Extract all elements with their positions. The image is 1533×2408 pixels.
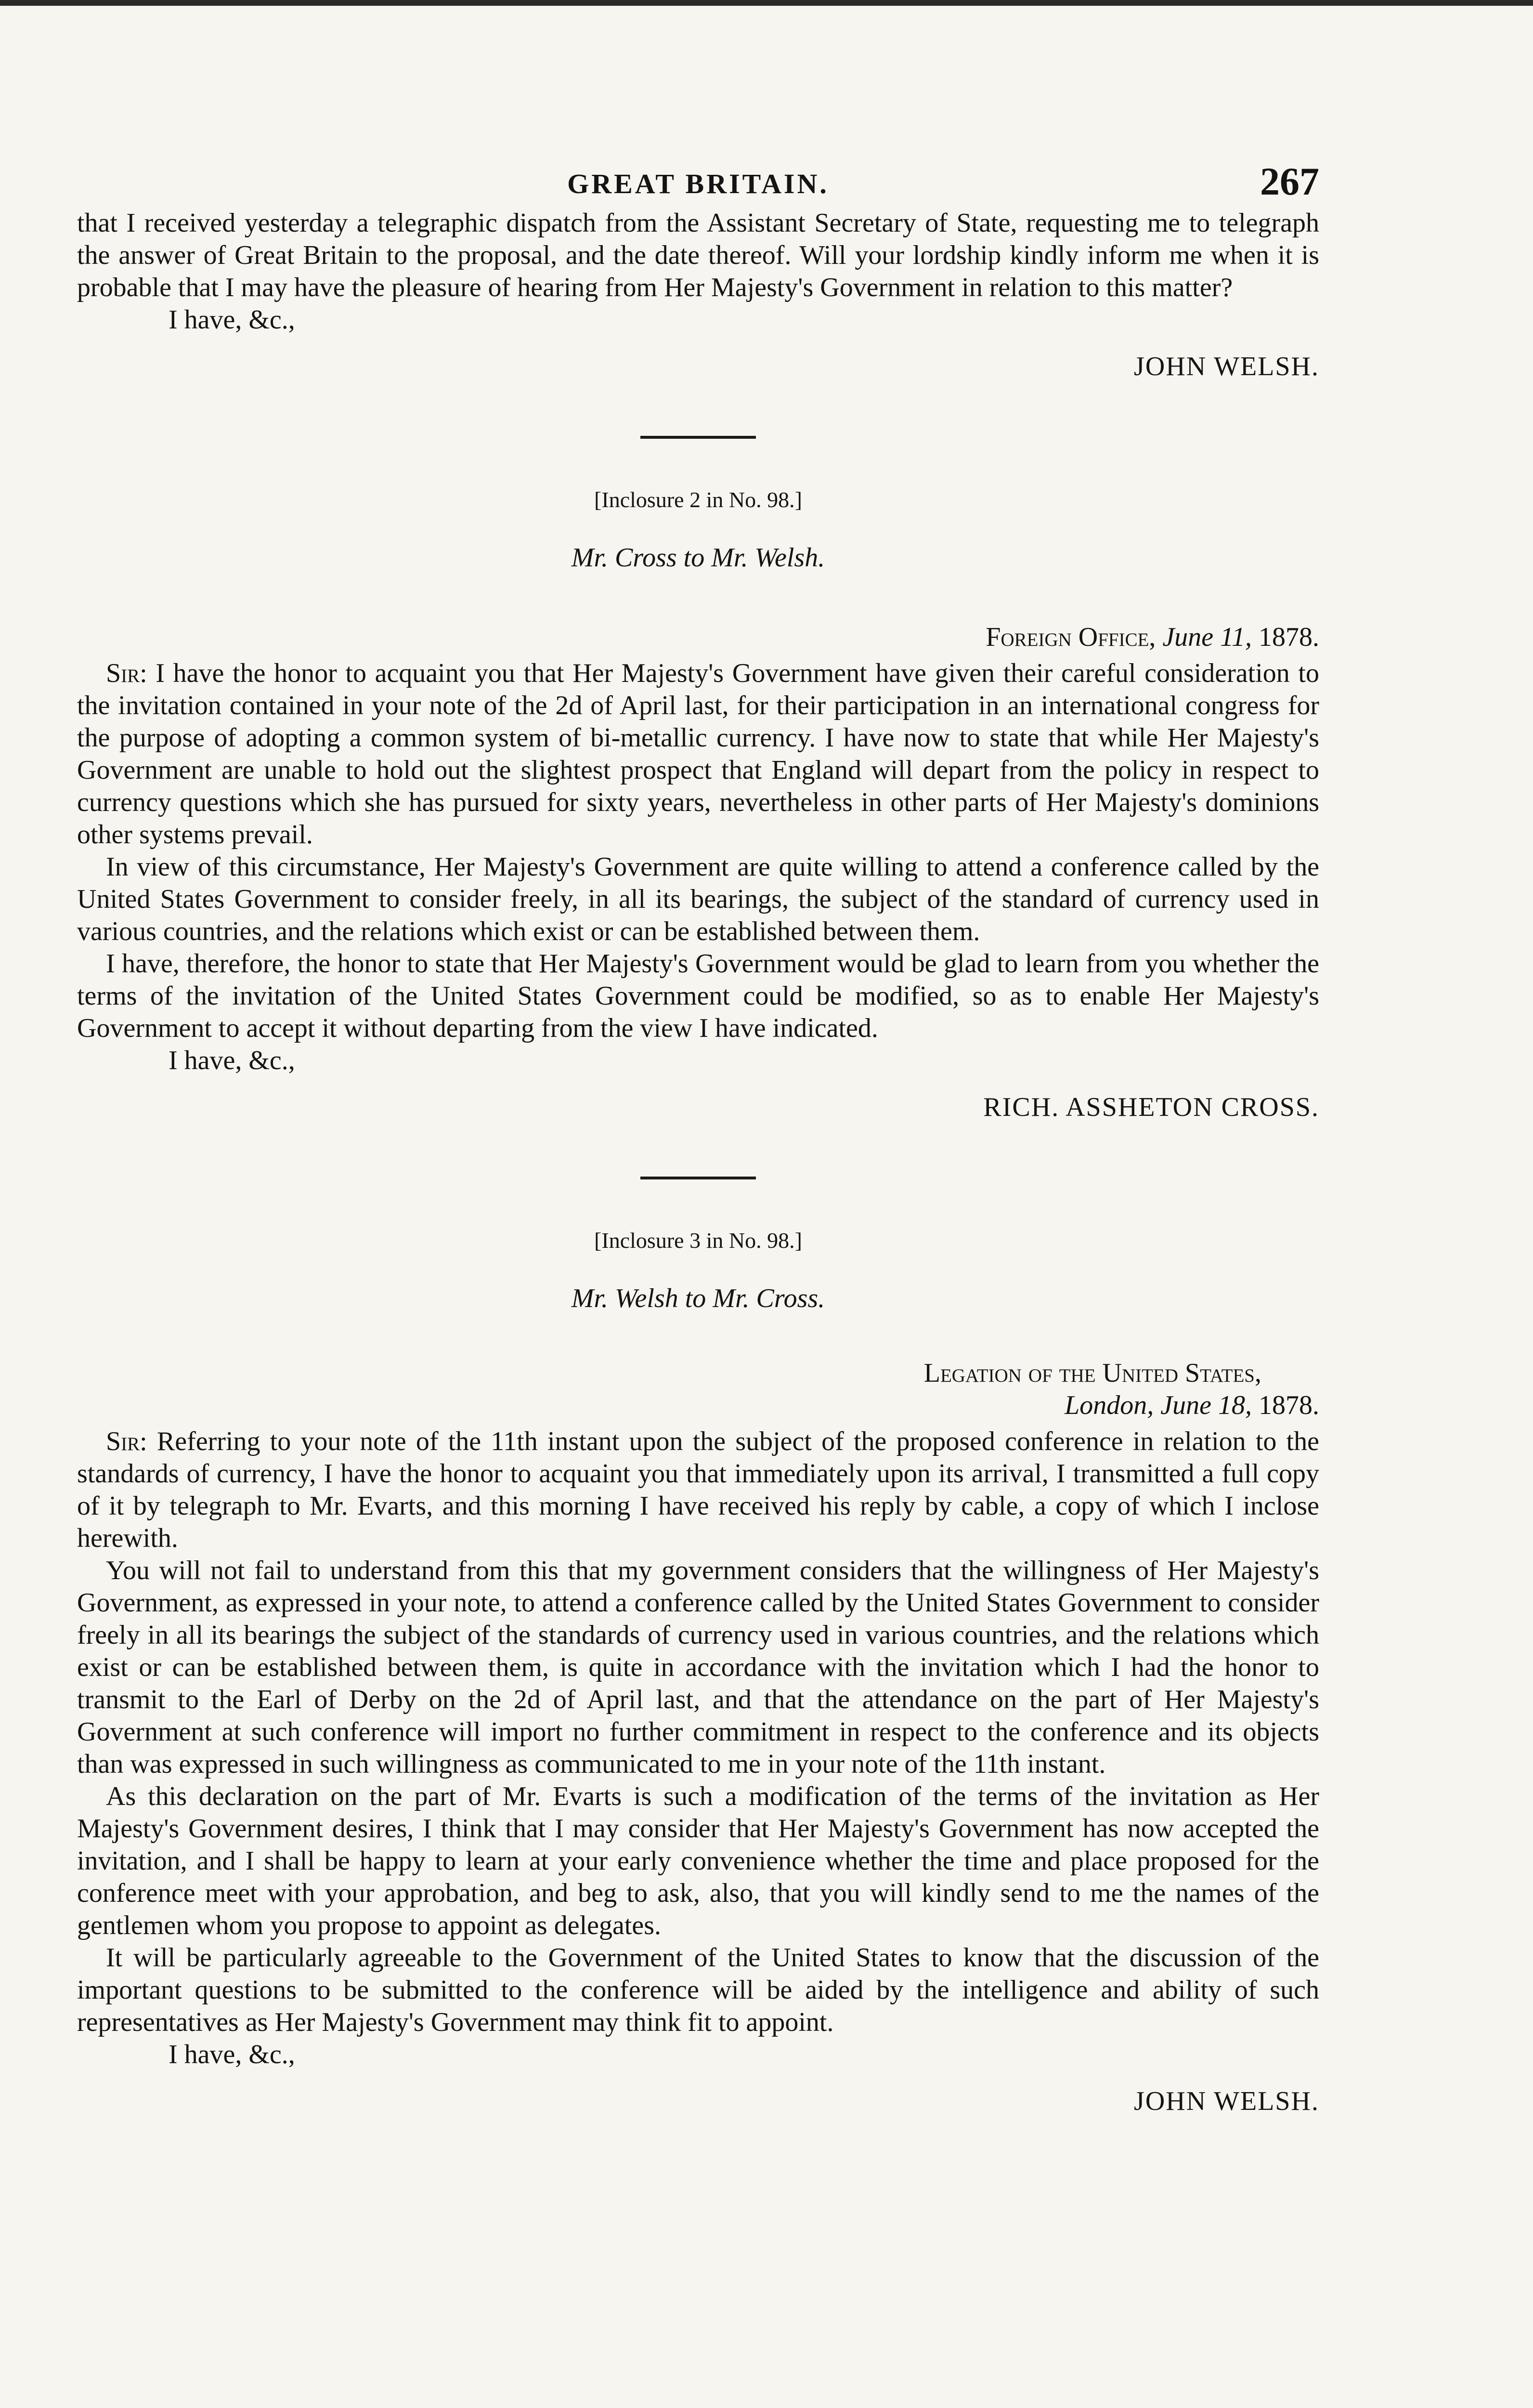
signature: JOHN WELSH. (1134, 2086, 1319, 2116)
letter-continuation (77, 207, 1319, 383)
dateline (77, 1357, 1319, 1422)
salutation: Sir: (106, 1426, 147, 1456)
letter-heading: Mr. Welsh to Mr. Cross. (571, 1283, 825, 1313)
running-head: GREAT BRITAIN. (567, 168, 829, 199)
document-page (77, 159, 1319, 2118)
section-divider (640, 436, 756, 439)
paragraph-text: Referring to your note of the 11th instant upon the subject of the proposed conference in relation to the standards of currency, I have the honor to acquaint you that immediately upon its arrival, I transmitted a full copy of it by telegraph to Mr. Evarts, and this morning I have received his reply by cable, a copy of which I inclose herewith. (77, 1426, 1320, 1553)
letter-heading: Mr. Cross to Mr. Welsh. (571, 543, 825, 573)
page-header (77, 159, 1319, 207)
dateline-date-row (77, 1389, 1319, 1422)
signature: RICH. ASSHETON CROSS. (983, 1092, 1319, 1122)
dateline-city: London, (1065, 1390, 1154, 1420)
dateline-year: 1878. (1259, 1390, 1319, 1420)
salutation: Sir: (106, 658, 147, 688)
section-divider (640, 1177, 756, 1179)
paragraph: You will not fail to understand from this that my government considers that the willingness of Her Majesty's Government, as expressed in your note, to attend a conference called by the United States Government to consider freely in all its bearings the subject of the standards of currency used in various countries, and the relations which exist or can be established between them, is quite in accordance with the invitation which I had the honor to transmit to the Earl of Derby on the 2d of April last, and that the attendance on the part of Her Majesty's Government at such conference will import no further commitment in respect to the conference and its objects than was expressed in such willingness as communicated to me in your note of the 11th instant. (77, 1556, 1319, 1779)
dateline-date: June 18, (1160, 1390, 1252, 1420)
paragraph: that I received yesterday a telegraphic dispatch from the Assistant Secretary of State, requesting me to telegraph the answer of Great Britain to the proposal, and the date thereof. Will your lordship kindly inform me when it is probable that I may have the pleasure of hearing from Her Majesty's Government in relation to this matter? (77, 208, 1319, 302)
closing-line: I have, &c., (169, 2040, 295, 2069)
paragraph (77, 657, 1319, 851)
paragraph: As this declaration on the part of Mr. Evarts is such a modification of the terms of the invitation as Her Majesty's Government desires, I think that I may consider that Her Majesty's Government has now accepted the invitation, and I shall be happy to learn at your early convenience whether the time and place proposed for the conference meet with your approbation, and beg to ask, also, that you will kindly send to me the names of the gentlemen whom you propose to appoint as delegates. (77, 1781, 1319, 1940)
dateline-date: June 11, (1162, 622, 1252, 652)
paragraph: In view of this circumstance, Her Majesty's Government are quite willing to attend a conference called by the United States Government to consider freely, in all its bearings, the subject of the standard of currency used in various countries, and the relations which exist or can be established between them. (77, 852, 1319, 946)
closing-line: I have, &c., (169, 1046, 295, 1075)
signature: JOHN WELSH. (1134, 352, 1319, 381)
page-number: 267 (1260, 159, 1319, 203)
paragraph: It will be particularly agreeable to the Government of the United States to know that the discussion of the important questions to be submitted to the conference will be aided by the intelligence and ability of such representatives as Her Majesty's Government may think fit to appoint. (77, 1943, 1319, 2037)
dateline (77, 621, 1319, 654)
paragraph-text: I have the honor to acquaint you that Her Majesty's Government have given their careful consideration to the invitation contained in your note of the 2d of April last, for their participation in an international congress for the purpose of adopting a common system of bi-metallic currency. I have now to state that while Her Majesty's Government are unable to hold out the slightest prospect that England will depart from the policy in respect to currency questions which she has pursued for sixty years, nevertheless in other parts of Her Majesty's dominions other systems prevail. (77, 658, 1319, 850)
dateline-place: Legation of the United States, (923, 1358, 1261, 1388)
dateline-place: Foreign Office, (986, 622, 1156, 652)
dateline-year: 1878. (1259, 622, 1319, 652)
closing-line: I have, &c., (169, 305, 295, 335)
paragraph (77, 1426, 1319, 1555)
inclosure-2 (77, 487, 1319, 1124)
inclosure-label: [Inclosure 3 in No. 98.] (594, 1228, 802, 1253)
paragraph: I have, therefore, the honor to state that Her Majesty's Government would be glad to learn from you whether the terms of the invitation of the United States Government could be modified, so as to enable Her Majesty's Government to accept it without departing from the view I have indicated. (77, 949, 1319, 1043)
inclosure-label: [Inclosure 2 in No. 98.] (594, 487, 802, 512)
inclosure-3 (77, 1228, 1319, 2118)
top-edge-rule (0, 0, 1533, 6)
